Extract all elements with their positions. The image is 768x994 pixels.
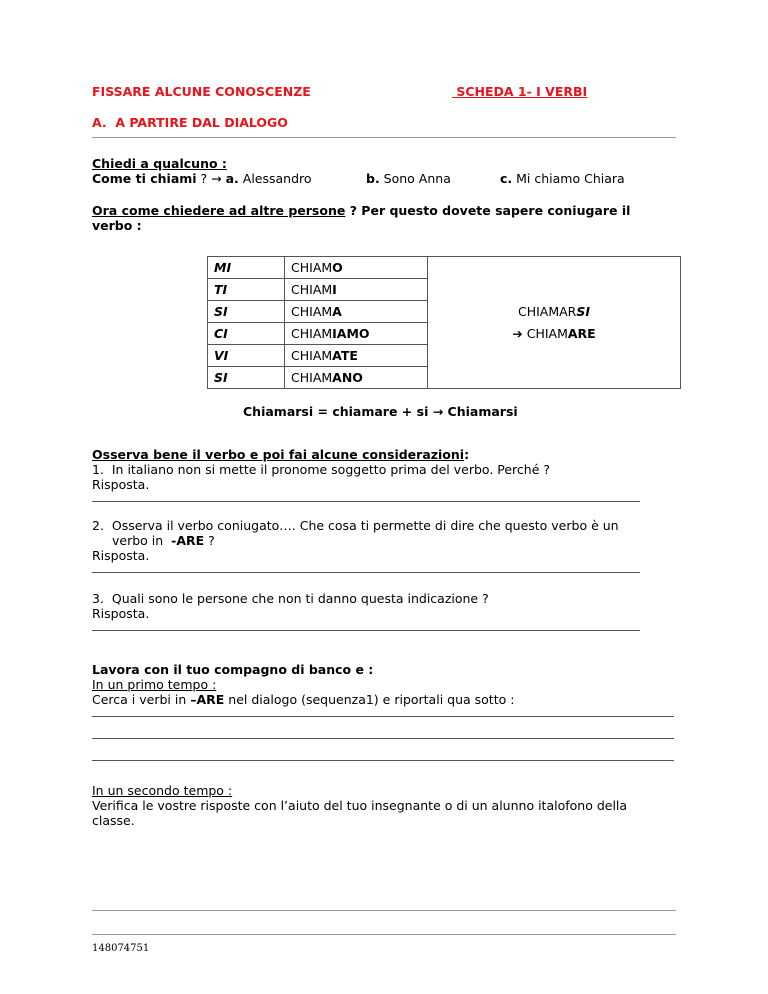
sheet-title: SCHEDA 1- I VERBI [452,84,588,99]
answer-a-label: a. [225,171,239,186]
question-1: 1. In italiano non si mette il pronome soggetto prima del verbo. Perché ? [92,462,551,477]
question-2-line2: verbo in -ARE ? [112,533,215,548]
first-time-heading: In un primo tempo : [92,677,217,692]
answer-line[interactable] [92,572,640,573]
question-2: 2. Osserva il verbo coniugato…. Che cosa ti permette di dire che questo verbo è un [92,518,619,533]
verb-form-cell: CHIAMANO [285,367,428,389]
verb-form-cell: CHIAMI [285,279,428,301]
ask-heading: Chiedi a qualcuno : [92,156,227,171]
pronoun-cell: SI [208,301,285,323]
ask-question-arrow: ? → [196,171,226,186]
conjugate-heading-rest: ? Per questo dovete sapere coniugare il [345,203,631,218]
arrow-icon: ➔ [512,325,527,341]
answer-c [500,171,625,186]
first-instruction: Cerca i verbi in –ARE nel dialogo (sequenza1) e riportali qua sotto : [92,692,515,707]
answer-line[interactable] [92,738,674,739]
footer-code: 148074751 [92,943,150,954]
answer-label: Risposta. [92,548,150,563]
answer-a-text: Alessandro [238,171,312,186]
ask-question-line [92,171,312,186]
ask-question: Come ti chiami [92,171,197,186]
answer-b-label: b. [366,171,380,186]
answer-line[interactable] [92,630,640,631]
verb-form-cell: CHIAMATE [285,345,428,367]
work-heading: Lavora con il tuo compagno di banco e : [92,662,374,677]
second-instruction-line2: classe. [92,813,135,828]
verb-form-cell: CHIAMIAMO [285,323,428,345]
conjugate-heading-line2: verbo : [92,218,142,233]
pronoun-cell: VI [208,345,285,367]
formula: Chiamarsi = chiamare + si → Chiamarsi [243,404,518,419]
answer-line[interactable] [92,760,674,761]
pronoun-cell: SI [208,367,285,389]
conjugation-table [207,256,681,389]
footer-divider [92,910,676,911]
verb-form-cell: CHIAMA [285,301,428,323]
verb-form-cell: CHIAMO [285,257,428,279]
document-title: FISSARE ALCUNE CONOSCENZE [92,84,311,99]
answer-label: Risposta. [92,606,150,621]
answer-c-text: Mi chiamo Chiara [512,171,625,186]
section-heading: A. A PARTIRE DAL DIALOGO [92,115,288,130]
observe-heading-colon: : [464,447,470,462]
infinitive-base: ➔ CHIAMARE [512,325,596,341]
pronoun-cell: TI [208,279,285,301]
second-time-heading: In un secondo tempo : [92,783,233,798]
infinitive-reflexive: CHIAMARSI [517,303,591,319]
conjugate-heading [92,203,630,218]
observe-heading-text: Osserva bene il verbo e poi fai alcune considerazioni [92,447,465,462]
infinitive-cell [428,257,681,389]
second-instruction: Verifica le vostre risposte con l’aiuto del tuo insegnante o di un alunno italofono della [92,798,628,813]
question-3: 3. Quali sono le persone che non ti danno questa indicazione ? [92,591,489,606]
pronoun-cell: MI [208,257,285,279]
section-divider [92,137,676,138]
answer-line[interactable] [92,501,640,502]
answer-c-label: c. [500,171,513,186]
footer-divider [92,934,676,935]
conjugate-heading-underlined: Ora come chiedere ad altre persone [92,203,346,218]
answer-line[interactable] [92,716,674,717]
answer-label: Risposta. [92,477,150,492]
observe-heading [92,447,469,462]
pronoun-cell: CI [208,323,285,345]
answer-b [366,171,451,186]
answer-b-text: Sono Anna [379,171,451,186]
table-row [208,257,681,279]
